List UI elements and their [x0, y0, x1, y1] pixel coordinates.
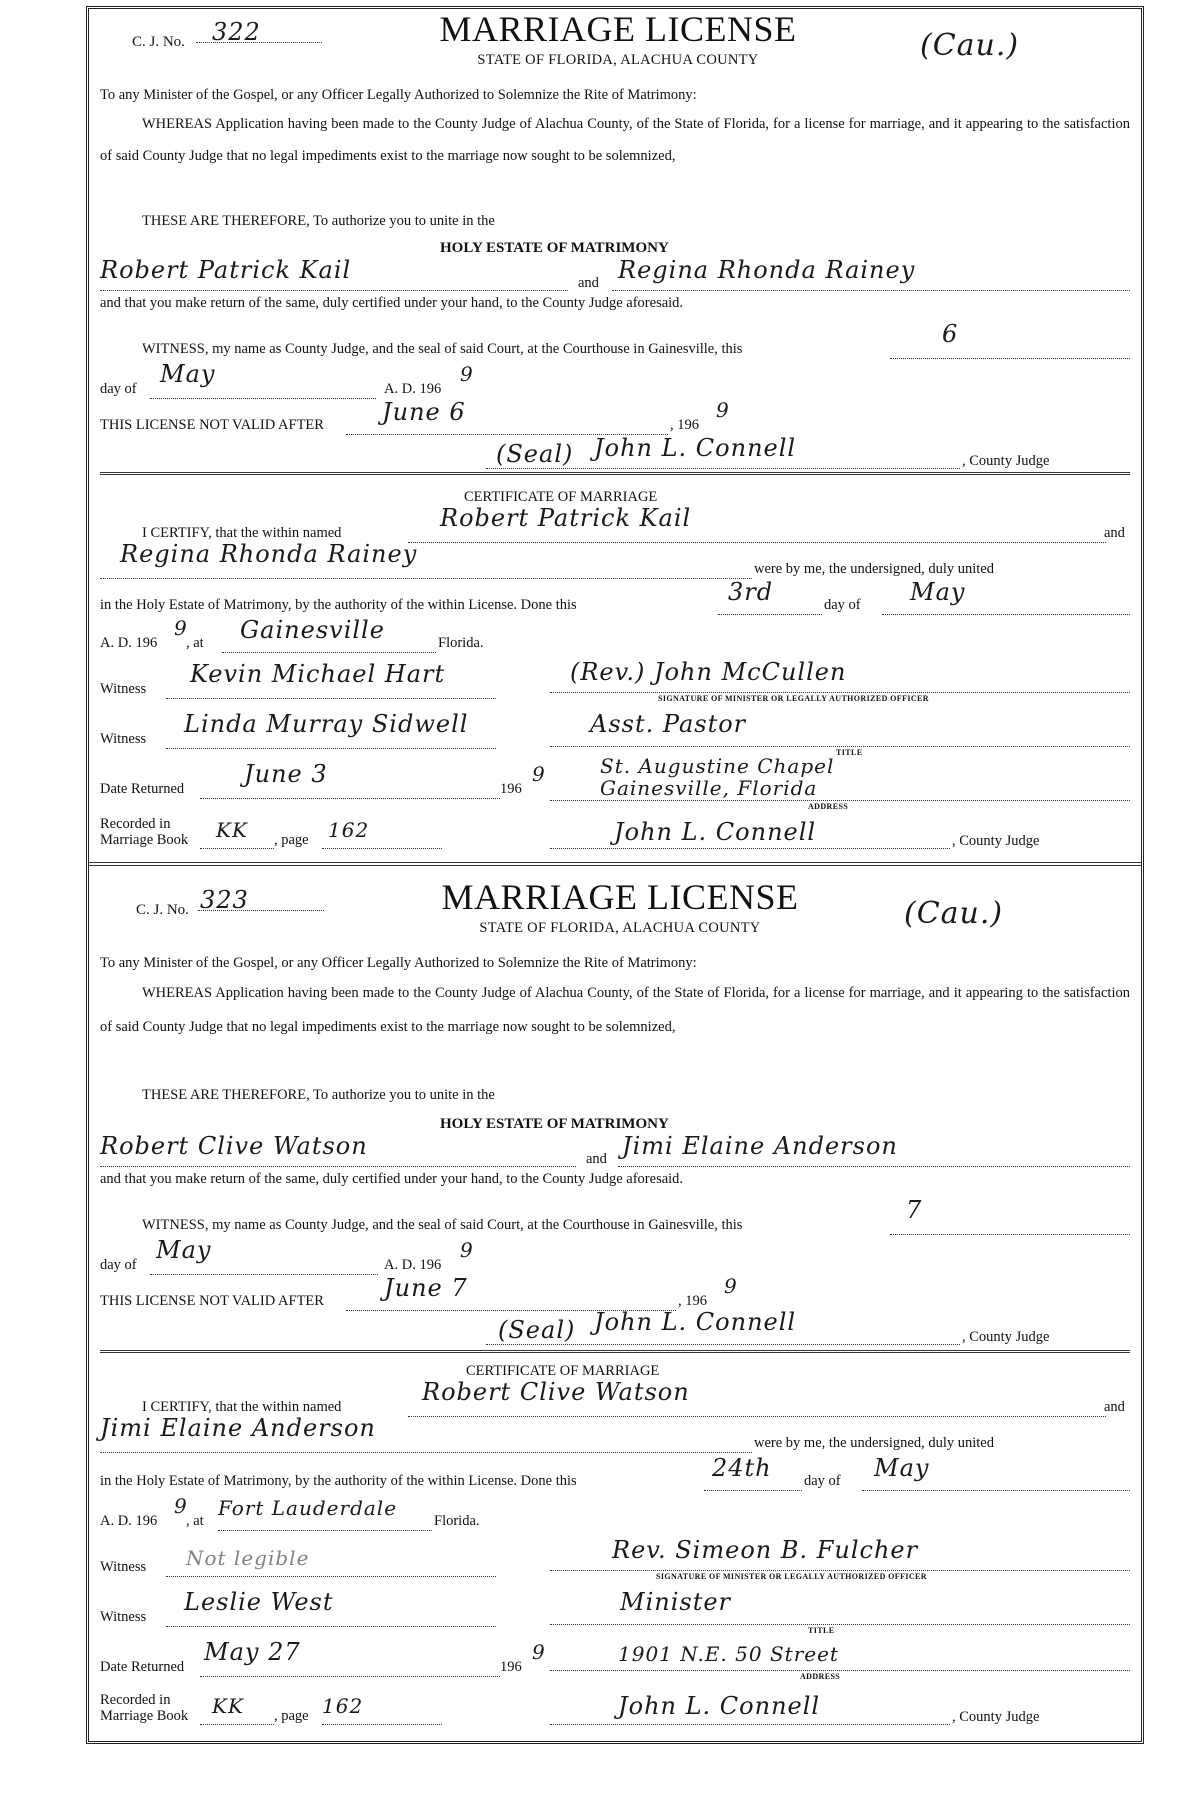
page-label: , page — [274, 832, 309, 848]
book: KK — [212, 1694, 244, 1718]
county-judge-label: , County Judge — [962, 1329, 1050, 1345]
county-judge-label-2: , County Judge — [952, 1709, 1040, 1725]
done-month: May — [910, 578, 966, 606]
day-of-label: day of — [100, 381, 137, 397]
witness1-label: Witness — [100, 1559, 147, 1575]
date-returned-label: Date Returned — [100, 781, 185, 797]
witness1-dots — [166, 1576, 496, 1577]
cj-number: 323 — [200, 886, 249, 914]
recorder-dots — [550, 848, 950, 849]
witness2-label: Witness — [100, 731, 147, 747]
license-subtitle: STATE OF FLORIDA, ALACHUA COUNTY — [477, 52, 759, 68]
united-label: were by me, the undersigned, duly united — [754, 1435, 994, 1451]
done-month-dots — [862, 1490, 1130, 1491]
cert-groom-dots — [408, 542, 1106, 543]
date-returned: June 3 — [244, 760, 328, 788]
address-line: To any Minister of the Gospel, or any Officer Legally Authorized to Solemnize the Rite of Matrimony: — [100, 87, 697, 103]
done-year: 9 — [174, 1494, 188, 1518]
ad-year: 9 — [460, 1238, 474, 1262]
license-divider — [88, 862, 1142, 866]
witness-day: 7 — [906, 1196, 923, 1224]
not-valid-date: June 7 — [384, 1274, 468, 1302]
holy-label: in the Holy Estate of Matrimony, by the authority of the within License. Done this — [100, 1473, 577, 1489]
cert-day-of-label: day of — [804, 1473, 841, 1489]
ad-prefix: A. D. 196 — [100, 635, 158, 651]
signature-caption: SIGNATURE OF MINISTER OR LEGALLY AUTHORIZED OFFICER — [658, 694, 929, 703]
judge-dots — [486, 1344, 960, 1345]
bride-dots — [612, 290, 1130, 291]
returned-year-prefix: 196 — [500, 781, 522, 797]
done-day: 3rd — [728, 578, 774, 606]
address-dots — [550, 800, 1130, 801]
whereas-paragraph: WHEREAS Application having been made to the County Judge of Alachua County, of the State of Florida, for a license for marriage, and it appearing to the satisfaction of said County Judge that no legal impediments exist to the marriage now sought to be solemnized, — [100, 985, 1130, 1035]
cert-and-label: and — [1104, 525, 1125, 541]
certify-label: I CERTIFY, that the within named — [142, 525, 342, 541]
not-valid-year-prefix: , 196 — [670, 417, 699, 433]
not-valid-label: THIS LICENSE NOT VALID AFTER — [100, 417, 324, 433]
page-dots — [322, 848, 442, 849]
recorder-signature: John L. Connell — [618, 1692, 821, 1720]
seal: (Seal) — [496, 440, 574, 468]
ad-year: 9 — [460, 362, 474, 386]
holy-label: in the Holy Estate of Matrimony, by the authority of the within License. Done this — [100, 597, 577, 613]
title-caption: TITLE — [808, 1626, 835, 1635]
done-day: 24th — [712, 1454, 772, 1482]
witness2-dots — [166, 748, 496, 749]
judge-signature: John L. Connell — [594, 434, 797, 462]
returned-year-prefix: 196 — [500, 1659, 522, 1675]
groom-name: Robert Patrick Kail — [100, 256, 352, 284]
cert-bride-dots — [100, 578, 752, 579]
cj-number: 322 — [212, 18, 261, 46]
officer-title: Minister — [620, 1588, 732, 1616]
place: Gainesville — [240, 616, 385, 644]
returned-year: 9 — [532, 762, 546, 786]
done-month-dots — [882, 614, 1130, 615]
page-number: 162 — [328, 818, 370, 842]
at-label: , at — [186, 635, 204, 651]
cert-groom: Robert Clive Watson — [422, 1378, 690, 1406]
corner-note: (Cau.) — [920, 28, 1020, 63]
witness-line: WITNESS, my name as County Judge, and the seal of said Court, at the Courthouse in Gainesville, this — [142, 1217, 743, 1233]
not-valid-date: June 6 — [382, 398, 466, 426]
done-year: 9 — [174, 616, 188, 640]
recorded-label-1: Recorded in — [100, 1692, 171, 1708]
address-caption: ADDRESS — [808, 802, 849, 811]
book: KK — [216, 818, 248, 842]
officer-address-1: 1901 N.E. 50 Street — [618, 1642, 839, 1666]
not-valid-year: 9 — [724, 1274, 738, 1298]
and-label: and — [586, 1151, 607, 1167]
date-returned-dots — [200, 798, 500, 799]
done-day-dots — [704, 1490, 802, 1491]
not-valid-year: 9 — [716, 398, 730, 422]
cj-label: C. J. No. — [132, 34, 185, 50]
witness-day-dots — [890, 1234, 1130, 1235]
cert-bride: Regina Rhonda Rainey — [120, 540, 418, 568]
holy-estate-heading: HOLY ESTATE OF MATRIMONY — [440, 1116, 669, 1132]
book-dots — [200, 848, 274, 849]
witness2-name: Linda Murray Sidwell — [184, 710, 469, 738]
not-valid-year-prefix: , 196 — [678, 1293, 707, 1309]
officer-dots — [550, 692, 1130, 693]
officer-address-1: St. Augustine Chapel — [600, 754, 835, 778]
date-returned: May 27 — [204, 1638, 301, 1666]
cj-label: C. J. No. — [136, 902, 189, 918]
page-dots — [322, 1724, 442, 1725]
witness2-name: Leslie West — [184, 1588, 334, 1616]
address-caption: ADDRESS — [800, 1672, 841, 1681]
bride-name: Regina Rhonda Rainey — [618, 256, 916, 284]
recorder-dots — [550, 1724, 950, 1725]
license-title: MARRIAGE LICENSE — [441, 877, 799, 917]
witness-line: WITNESS, my name as County Judge, and the seal of said Court, at the Courthouse in Gainesville, this — [142, 341, 743, 357]
cert-groom-dots — [408, 1416, 1106, 1417]
witness1-label: Witness — [100, 681, 147, 697]
certificate-title: CERTIFICATE OF MARRIAGE — [466, 1363, 660, 1379]
month: May — [156, 1236, 212, 1264]
certify-label: I CERTIFY, that the within named — [142, 1399, 342, 1415]
officer-dots — [550, 1570, 1130, 1571]
recorded-label-2: Marriage Book — [100, 832, 189, 848]
county-judge-label: , County Judge — [962, 453, 1050, 469]
witness2-dots — [166, 1626, 496, 1627]
therefore-line: THESE ARE THEREFORE, To authorize you to unite in the — [142, 1087, 495, 1103]
judge-dots — [486, 468, 960, 469]
place: Fort Lauderdale — [218, 1496, 398, 1520]
returned-year: 9 — [532, 1640, 546, 1664]
recorded-label-1: Recorded in — [100, 816, 171, 832]
address-line: To any Minister of the Gospel, or any Officer Legally Authorized to Solemnize the Rite of Matrimony: — [100, 955, 697, 971]
month-dots — [150, 398, 376, 399]
therefore-line: THESE ARE THEREFORE, To authorize you to unite in the — [142, 213, 495, 229]
page-number: 162 — [322, 1694, 364, 1718]
recorded-label-2: Marriage Book — [100, 1708, 189, 1724]
witness1-dots — [166, 698, 496, 699]
done-day-dots — [718, 614, 822, 615]
florida-label: Florida. — [434, 1513, 480, 1529]
address-dots — [550, 1670, 1130, 1671]
corner-note: (Cau.) — [904, 896, 1004, 931]
signature-caption: SIGNATURE OF MINISTER OR LEGALLY AUTHORIZED OFFICER — [656, 1572, 927, 1581]
cert-bride-dots — [100, 1452, 752, 1453]
done-month: May — [874, 1454, 930, 1482]
ad-prefix: A. D. 196 — [100, 1513, 158, 1529]
united-label: were by me, the undersigned, duly united — [754, 561, 994, 577]
judge-signature: John L. Connell — [594, 1308, 797, 1336]
day-of-label: day of — [100, 1257, 137, 1273]
and-label: and — [578, 275, 599, 291]
recorder-signature: John L. Connell — [614, 818, 817, 846]
county-judge-label-2: , County Judge — [952, 833, 1040, 849]
witness1-name: Not legible — [186, 1546, 310, 1570]
title-caption: TITLE — [836, 748, 863, 757]
ad-label: A. D. 196 — [384, 381, 442, 397]
license-subtitle: STATE OF FLORIDA, ALACHUA COUNTY — [479, 920, 761, 936]
book-dots — [200, 1724, 274, 1725]
return-line: and that you make return of the same, duly certified under your hand, to the County Judge aforesaid. — [100, 1171, 684, 1187]
officer-signature: (Rev.) John McCullen — [570, 658, 847, 686]
cert-and-label: and — [1104, 1399, 1125, 1415]
title-dots — [550, 746, 1130, 747]
groom-name: Robert Clive Watson — [100, 1132, 368, 1160]
month: May — [160, 360, 216, 388]
license-title: MARRIAGE LICENSE — [439, 9, 797, 49]
section-separator — [100, 1350, 1130, 1353]
place-dots — [222, 652, 436, 653]
cert-day-of-label: day of — [824, 597, 861, 613]
ad-label: A. D. 196 — [384, 1257, 442, 1273]
cert-groom: Robert Patrick Kail — [440, 504, 692, 532]
at-label: , at — [186, 1513, 204, 1529]
section-separator — [100, 472, 1130, 475]
return-line: and that you make return of the same, duly certified under your hand, to the County Judge aforesaid. — [100, 295, 684, 311]
witness-day-dots — [890, 358, 1130, 359]
date-returned-label: Date Returned — [100, 1659, 185, 1675]
month-dots — [150, 1274, 378, 1275]
officer-address-2: Gainesville, Florida — [600, 776, 818, 800]
certificate-title: CERTIFICATE OF MARRIAGE — [464, 489, 658, 505]
witness2-label: Witness — [100, 1609, 147, 1625]
bride-name: Jimi Elaine Anderson — [622, 1132, 898, 1160]
whereas-paragraph: WHEREAS Application having been made to the County Judge of Alachua County, of the State of Florida, for a license for marriage, and it appearing to the satisfaction of said County Judge that no legal impediments exist to the marriage now sought to be solemnized, — [100, 116, 1130, 164]
seal: (Seal) — [498, 1316, 576, 1344]
place-dots — [218, 1530, 432, 1531]
date-returned-dots — [200, 1676, 500, 1677]
not-valid-label: THIS LICENSE NOT VALID AFTER — [100, 1293, 324, 1309]
bride-dots — [618, 1166, 1130, 1167]
officer-signature: Rev. Simeon B. Fulcher — [612, 1536, 919, 1564]
cert-bride: Jimi Elaine Anderson — [100, 1414, 376, 1442]
witness-day: 6 — [942, 320, 959, 348]
florida-label: Florida. — [438, 635, 484, 651]
witness1-name: Kevin Michael Hart — [190, 660, 446, 688]
title-dots — [550, 1624, 1130, 1625]
page-label: , page — [274, 1708, 309, 1724]
holy-estate-heading: HOLY ESTATE OF MATRIMONY — [440, 240, 669, 256]
officer-title: Asst. Pastor — [590, 710, 747, 738]
